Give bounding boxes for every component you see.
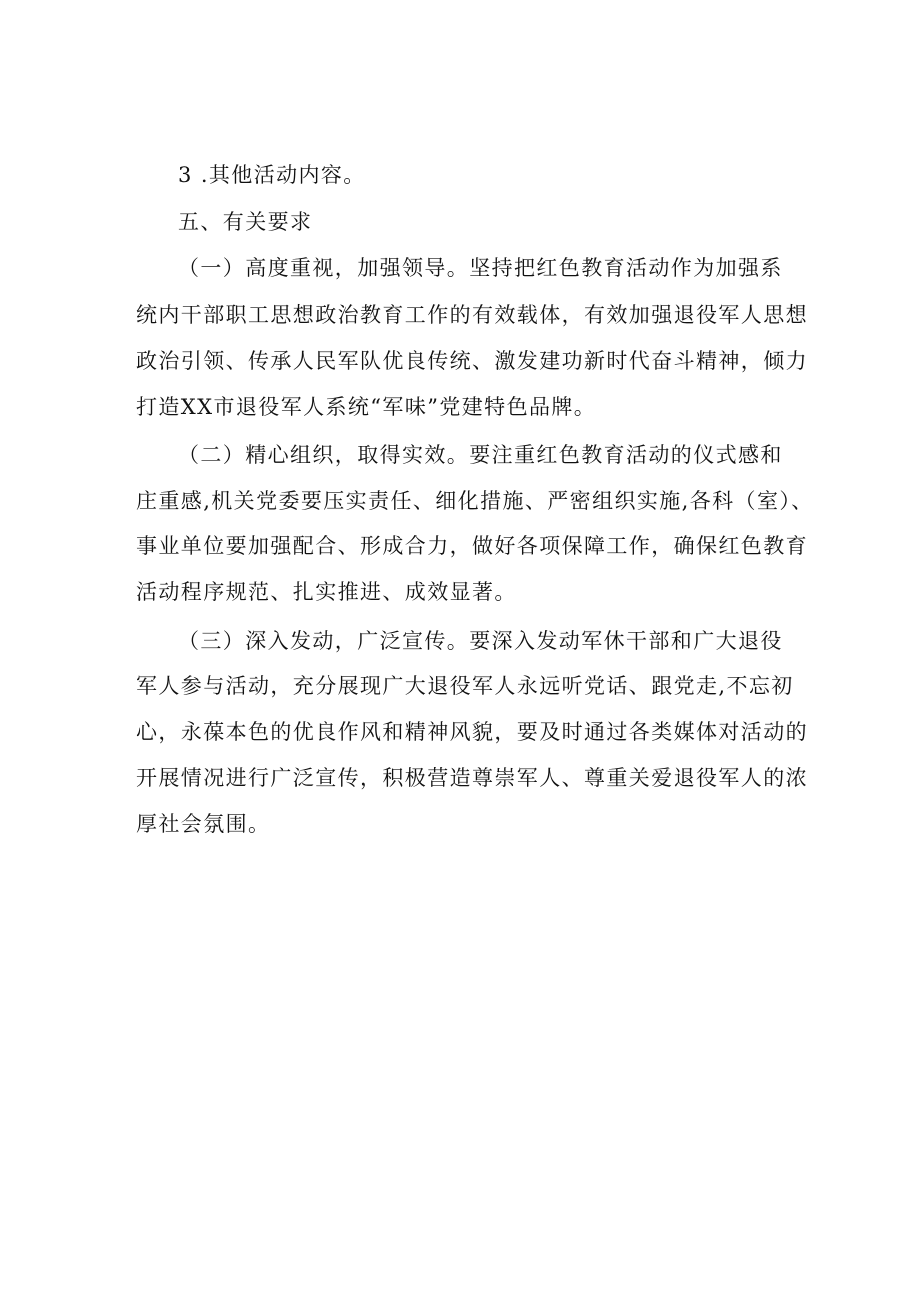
paragraph-2-line: 事业单位要加强配合、形成合力，做好各项保障工作，确保红色教育 (136, 534, 808, 558)
section-heading-requirements: 五、有关要求 (178, 210, 313, 234)
paragraph-3-line: 开展情况进行广泛宣传，积极营造尊崇军人、尊重关爱退役军人的浓 (136, 766, 808, 790)
paragraph-1-line: 打造XX市退役军人系统“军味”党建特色品牌。 (136, 395, 597, 419)
paragraph-3-line: 厚社会氛围。 (136, 812, 271, 836)
paragraph-2-line: （二）精心组织，取得实效。要注重红色教育活动的仪式感和 (178, 443, 783, 467)
paragraph-2-line: 庄重感,机关党委要压实责任、细化措施、严密组织实施,各科（室）、 (136, 489, 814, 513)
paragraph-1-line: 统内干部职工思想政治教育工作的有效载体，有效加强退役军人思想 (136, 303, 808, 327)
paragraph-1-line: 政治引领、传承人民军队优良传统、激发建功新时代奋斗精神，倾力 (136, 349, 808, 373)
paragraph-3-line: 军人参与活动，充分展现广大退役军人永远听党话、跟党走,不忘初 (136, 674, 794, 698)
list-item-other-activities: 3 .其他活动内容。 (178, 163, 366, 187)
paragraph-3-line: 心，永葆本色的优良作风和精神风貌，要及时通过各类媒体对活动的 (136, 720, 808, 744)
paragraph-1-line: （一）高度重视，加强领导。坚持把红色教育活动作为加强系 (178, 256, 783, 280)
paragraph-3-line: （三）深入发动，广泛宣传。要深入发动军休干部和广大退役 (178, 629, 783, 653)
paragraph-2-line: 活动程序规范、扎实推进、成效显著。 (136, 580, 517, 604)
